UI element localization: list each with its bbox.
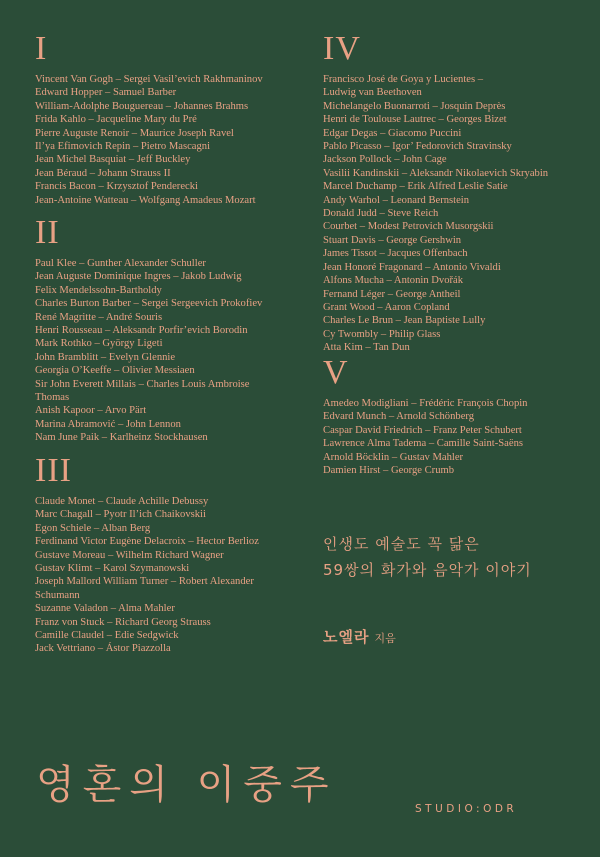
artist-composer-pair: Georgia O’Keeffe – Olivier Messiaen	[35, 365, 195, 377]
artist-composer-pair: Paul Klee – Gunther Alexander Schuller	[35, 258, 206, 269]
artist-composer-pair: Edvard Munch – Arnold Schönberg	[323, 411, 475, 423]
artist-composer-pair: Nam June Paik – Karlheinz Stockhausen	[35, 432, 208, 444]
artist-composer-pair: Lawrence Alma Tadema – Camille Saint-Saëns	[323, 438, 523, 450]
artist-composer-pair: Henri Rousseau – Aleksandr Porfir’evich Borodin	[35, 325, 248, 337]
section-ii	[35, 216, 305, 445]
artist-composer-pair: Alfons Mucha – Antonin Dvořák	[323, 275, 464, 287]
artist-composer-pair: Damien Hirst – George Crumb	[323, 465, 455, 477]
section-iii	[35, 454, 305, 656]
artist-composer-pair: Gustave Moreau – Wilhelm Richard Wagner	[35, 549, 224, 561]
artist-composer-pair: Mark Rothko – György Ligeti	[35, 338, 163, 350]
artist-composer-pair: Jean-Antoine Watteau – Wolfgang Amadeus Mozart	[35, 194, 256, 206]
artist-composer-pair: Marcel Duchamp – Erik Alfred Leslie Satie	[323, 181, 508, 193]
author-name: 노엘라	[323, 628, 370, 646]
artist-composer-pair: Jean Michel Basquiat – Jeff Buckley	[35, 154, 191, 166]
artist-composer-pair: John Bramblitt – Evelyn Glennie	[35, 351, 176, 363]
artist-composer-pair: Gustav Klimt – Karol Szymanowski	[35, 563, 190, 575]
artist-composer-pair: Stuart Davis – George Gershwin	[323, 234, 462, 246]
artist-composer-pair: Atta Kim – Tan Dun	[323, 342, 410, 354]
artist-composer-pair: Egon Schiele – Alban Berg	[35, 522, 151, 534]
artist-composer-pair: Charles Burton Barber – Sergei Sergeevich Prokofiev	[35, 298, 263, 310]
artist-composer-pair: Ludwig van Beethoven	[323, 87, 422, 99]
pair-list	[323, 397, 583, 477]
artist-composer-pair: Charles Le Brun – Jean Baptiste Lully	[323, 315, 486, 327]
subtitle	[323, 531, 583, 583]
artist-composer-pair: Cy Twombly – Philip Glass	[323, 328, 441, 340]
artist-composer-pair: Edward Hopper – Samuel Barber	[35, 87, 177, 99]
artist-composer-pair: Marc Chagall – Pyotr Il’ich Chaikovskii	[35, 509, 206, 521]
artist-composer-pair: Michelangelo Buonarroti – Josquin Deprès	[323, 100, 506, 112]
book-title: 영혼의 이중주	[36, 762, 337, 808]
artist-composer-pair: Joseph Mallord William Turner – Robert Alexander	[35, 576, 254, 588]
pair-list	[35, 73, 305, 207]
artist-composer-pair: James Tissot – Jacques Offenbach	[323, 248, 468, 260]
artist-composer-pair: Arnold Böcklin – Gustav Mahler	[323, 451, 464, 463]
artist-composer-pair: Frida Kahlo – Jacqueline Mary du Pré	[35, 114, 197, 126]
section-numeral: III	[35, 452, 72, 489]
artist-composer-pair: Edgar Degas – Giacomo Puccini	[323, 127, 462, 139]
artist-composer-pair: Marina Abramović – John Lennon	[35, 418, 181, 430]
pair-list	[35, 495, 305, 656]
section-numeral: IV	[323, 30, 361, 67]
artist-composer-pair: Sir John Everett Millais – Charles Louis Ambroise	[35, 378, 250, 390]
artist-composer-pair: Jean Honoré Fragonard – Antonio Vivaldi	[323, 261, 501, 273]
artist-composer-pair: Donald Judd – Steve Reich	[323, 208, 439, 220]
author-credit	[323, 626, 396, 647]
subtitle-line-2: 59쌍의 화가와 음악가 이야기	[323, 561, 532, 579]
artist-composer-pair: Grant Wood – Aaron Copland	[323, 301, 450, 313]
artist-composer-pair: Andy Warhol – Leonard Bernstein	[323, 194, 470, 206]
artist-composer-pair: Schumann	[35, 589, 80, 601]
artist-composer-pair: Anish Kapoor – Arvo Pärt	[35, 405, 147, 417]
artist-composer-pair: Caspar David Friedrich – Franz Peter Schubert	[323, 424, 522, 436]
artist-composer-pair: Suzanne Valadon – Alma Mahler	[35, 603, 175, 615]
artist-composer-pair: Pierre Auguste Renoir – Maurice Joseph Ravel	[35, 127, 234, 139]
artist-composer-pair: Jack Vettriano – Ástor Piazzolla	[35, 643, 171, 655]
subtitle-line-1: 인생도 예술도 꼭 닮은	[323, 535, 480, 553]
section-numeral: V	[323, 354, 349, 391]
artist-composer-pair: Henri de Toulouse Lautrec – Georges Bizet	[323, 114, 507, 126]
artist-composer-pair: Vasilii Kandinskii – Aleksandr Nikolaevich Skryabin	[323, 167, 549, 179]
artist-composer-pair: René Magritte – André Souris	[35, 311, 163, 323]
artist-composer-pair: Courbet – Modest Petrovich Musorgskii	[323, 221, 494, 233]
artist-composer-pair: Il’ya Efimovich Repin – Pietro Mascagni	[35, 141, 211, 153]
section-numeral: II	[35, 214, 60, 251]
artist-composer-pair: Vincent Van Gogh – Sergei Vasil’evich Rakhmaninov	[35, 74, 263, 85]
artist-composer-pair: Claude Monet – Claude Achille Debussy	[35, 496, 209, 507]
artist-composer-pair: Felix Mendelssohn-Bartholdy	[35, 284, 162, 296]
artist-composer-pair: Pablo Picasso – Igor’ Fedorovich Stravinsky	[323, 141, 512, 153]
artist-composer-pair: Camille Claudel – Edie Sedgwick	[35, 630, 179, 642]
artist-composer-pair: Ferdinand Victor Eugène Delacroix – Hector Berlioz	[35, 536, 259, 548]
section-iv	[323, 32, 583, 355]
artist-composer-pair: Franz von Stuck – Richard Georg Strauss	[35, 616, 211, 628]
section-i	[35, 32, 305, 207]
artist-composer-pair: Jean Auguste Dominique Ingres – Jakob Ludwig	[35, 271, 242, 283]
artist-composer-pair: Amedeo Modigliani – Frédéric François Chopin	[323, 398, 528, 409]
publisher-logo: STUDIO:ODR	[415, 803, 518, 815]
artist-composer-pair: William-Adolphe Bouguereau – Johannes Brahms	[35, 100, 249, 112]
artist-composer-pair: Francisco José de Goya y Lucientes –	[323, 74, 484, 85]
section-v	[323, 356, 583, 477]
pair-list	[35, 257, 305, 445]
artist-composer-pair: Thomas	[35, 392, 70, 404]
author-role: 지음	[374, 632, 396, 645]
artist-composer-pair: Francis Bacon – Krzysztof Penderecki	[35, 181, 198, 193]
section-numeral: I	[35, 30, 48, 67]
pair-list	[323, 73, 583, 355]
artist-composer-pair: Jackson Pollock – John Cage	[323, 154, 447, 166]
artist-composer-pair: Fernand Léger – George Antheil	[323, 288, 461, 300]
artist-composer-pair: Jean Béraud – Johann Strauss II	[35, 167, 171, 179]
